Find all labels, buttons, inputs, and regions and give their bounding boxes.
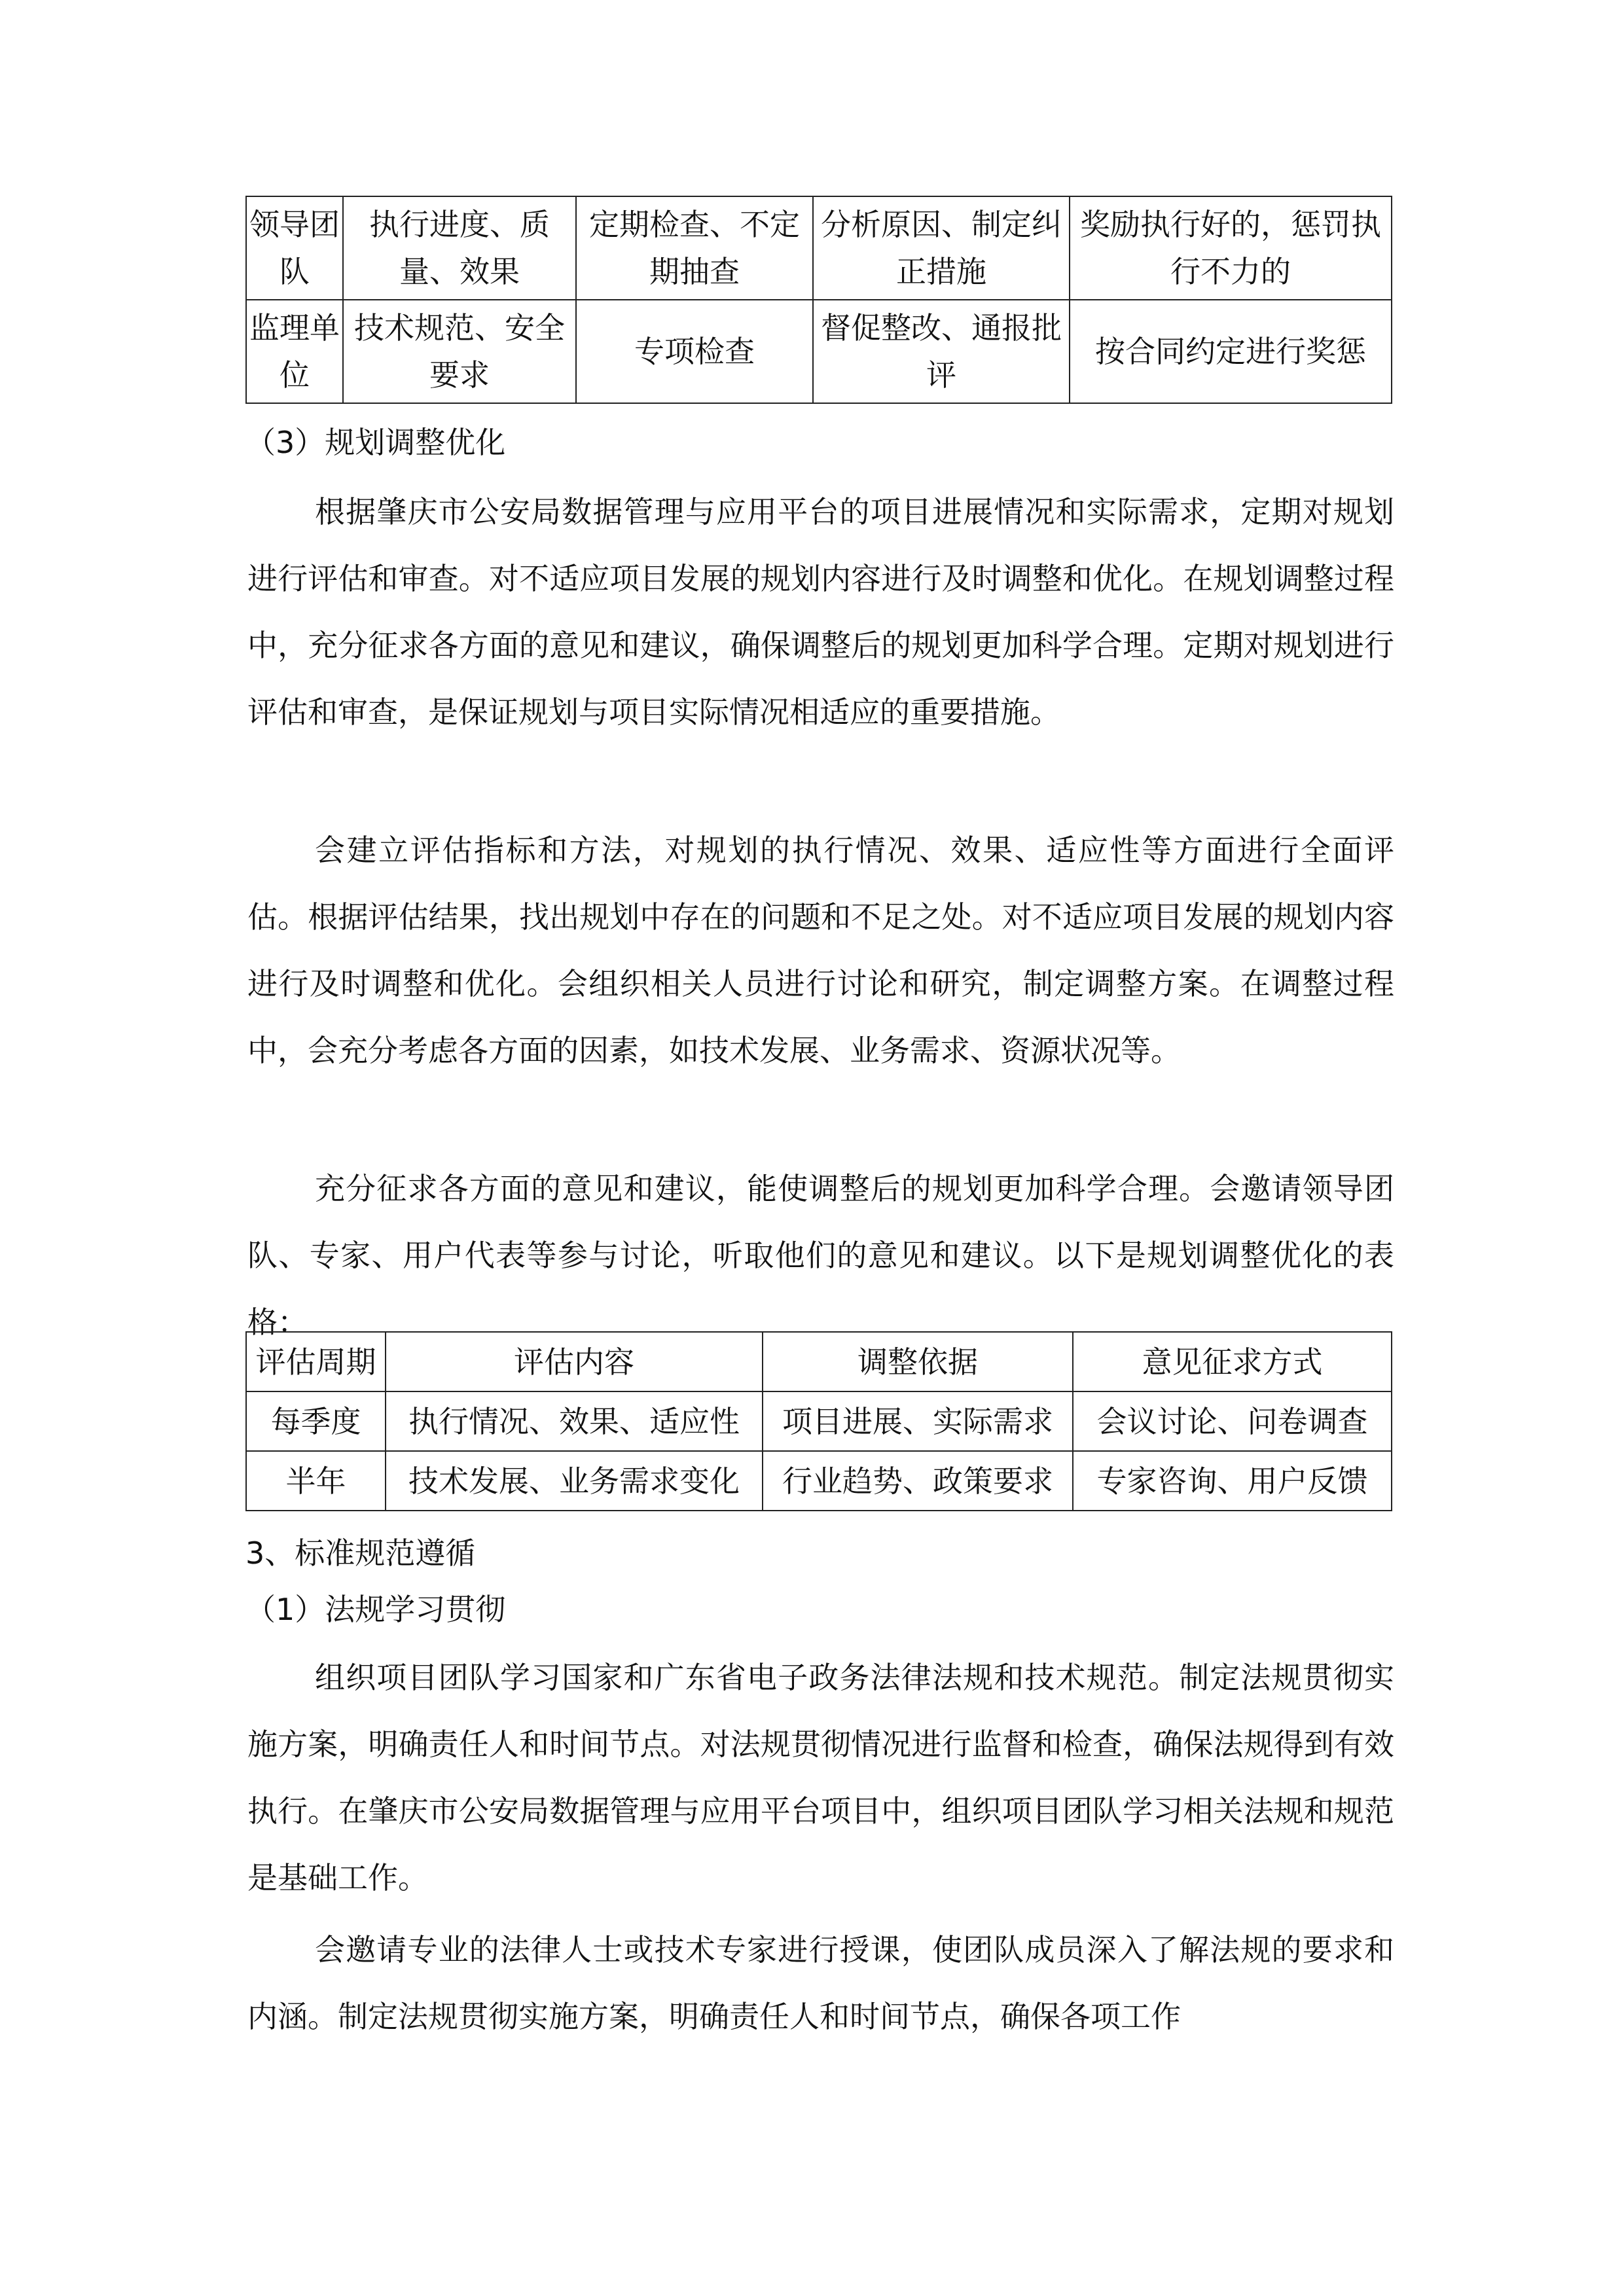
paragraph: 组织项目团队学习国家和广东省电子政务法律法规和技术规范。制定法规贯彻实施方案，明确责任人和时间节点。对法规贯彻情况进行监督和检查，确保法规得到有效执行。在肇庆市公安局数据管理与应用平台项目中，组织项目团队学习相关法规和规范是基础工作。 <box>247 1660 1394 1895</box>
section-heading-3-3: （3）规划调整优化 <box>245 425 506 460</box>
table-cell: 分析原因、制定纠正措施 <box>813 196 1070 300</box>
table-header-cell: 意见征求方式 <box>1073 1332 1392 1391</box>
table-header-cell: 评估周期 <box>246 1332 386 1391</box>
table-row <box>246 1391 1392 1451</box>
table-cell: 定期检查、不定期抽查 <box>576 196 813 300</box>
paragraph: 会建立评估指标和方法，对规划的执行情况、效果、适应性等方面进行全面评估。根据评估结果，找出规划中存在的问题和不足之处。对不适应项目发展的规划内容进行及时调整和优化。会组织相关人员进行讨论和研究，制定调整方案。在调整过程中，会充分考虑各方面的因素，如技术发展、业务需求、资源状况等。 <box>247 833 1394 1068</box>
table-cell: 督促整改、通报批评 <box>813 300 1070 403</box>
table-header-cell: 调整依据 <box>763 1332 1073 1391</box>
table-cell: 半年 <box>246 1451 386 1511</box>
table-cell: 会议讨论、问卷调查 <box>1073 1391 1392 1451</box>
table-cell: 项目进展、实际需求 <box>763 1391 1073 1451</box>
table-row <box>246 300 1392 403</box>
table-cell: 专项检查 <box>576 300 813 403</box>
table-cell: 行业趋势、政策要求 <box>763 1451 1073 1511</box>
table-cell: 监理单位 <box>246 300 343 403</box>
table-header-row <box>246 1332 1392 1391</box>
supervision-table <box>245 196 1392 404</box>
table-cell: 专家咨询、用户反馈 <box>1073 1451 1392 1511</box>
table-cell: 每季度 <box>246 1391 386 1451</box>
table-header-cell: 评估内容 <box>386 1332 763 1391</box>
plan-adjustment-table <box>245 1331 1392 1511</box>
table-row <box>246 196 1392 300</box>
paragraph: 充分征求各方面的意见和建议，能使调整后的规划更加科学合理。会邀请领导团队、专家、用户代表等参与讨论，听取他们的意见和建议。以下是规划调整优化的表格： <box>247 1171 1394 1340</box>
table-cell: 技术发展、业务需求变化 <box>386 1451 763 1511</box>
paragraph: 根据肇庆市公安局数据管理与应用平台的项目进展情况和实际需求，定期对规划进行评估和审查。对不适应项目发展的规划内容进行及时调整和优化。在规划调整过程中，充分征求各方面的意见和建议，确保调整后的规划更加科学合理。定期对规划进行评估和审查，是保证规划与项目实际情况相适应的重要措施。 <box>247 494 1394 730</box>
subsection-heading-1: （1）法规学习贯彻 <box>245 1592 506 1627</box>
table-cell: 执行情况、效果、适应性 <box>386 1391 763 1451</box>
paragraph: 会邀请专业的法律人士或技术专家进行授课，使团队成员深入了解法规的要求和内涵。制定法规贯彻实施方案，明确责任人和时间节点，确保各项工作 <box>247 1932 1394 2034</box>
table-cell: 执行进度、质量、效果 <box>343 196 576 300</box>
table-cell: 奖励执行好的，惩罚执行不力的 <box>1070 196 1392 300</box>
table-row <box>246 1451 1392 1511</box>
table-cell: 按合同约定进行奖惩 <box>1070 300 1392 403</box>
table-cell: 技术规范、安全要求 <box>343 300 576 403</box>
table-cell: 领导团队 <box>246 196 343 300</box>
section-heading-3: 3、标准规范遵循 <box>245 1535 476 1571</box>
